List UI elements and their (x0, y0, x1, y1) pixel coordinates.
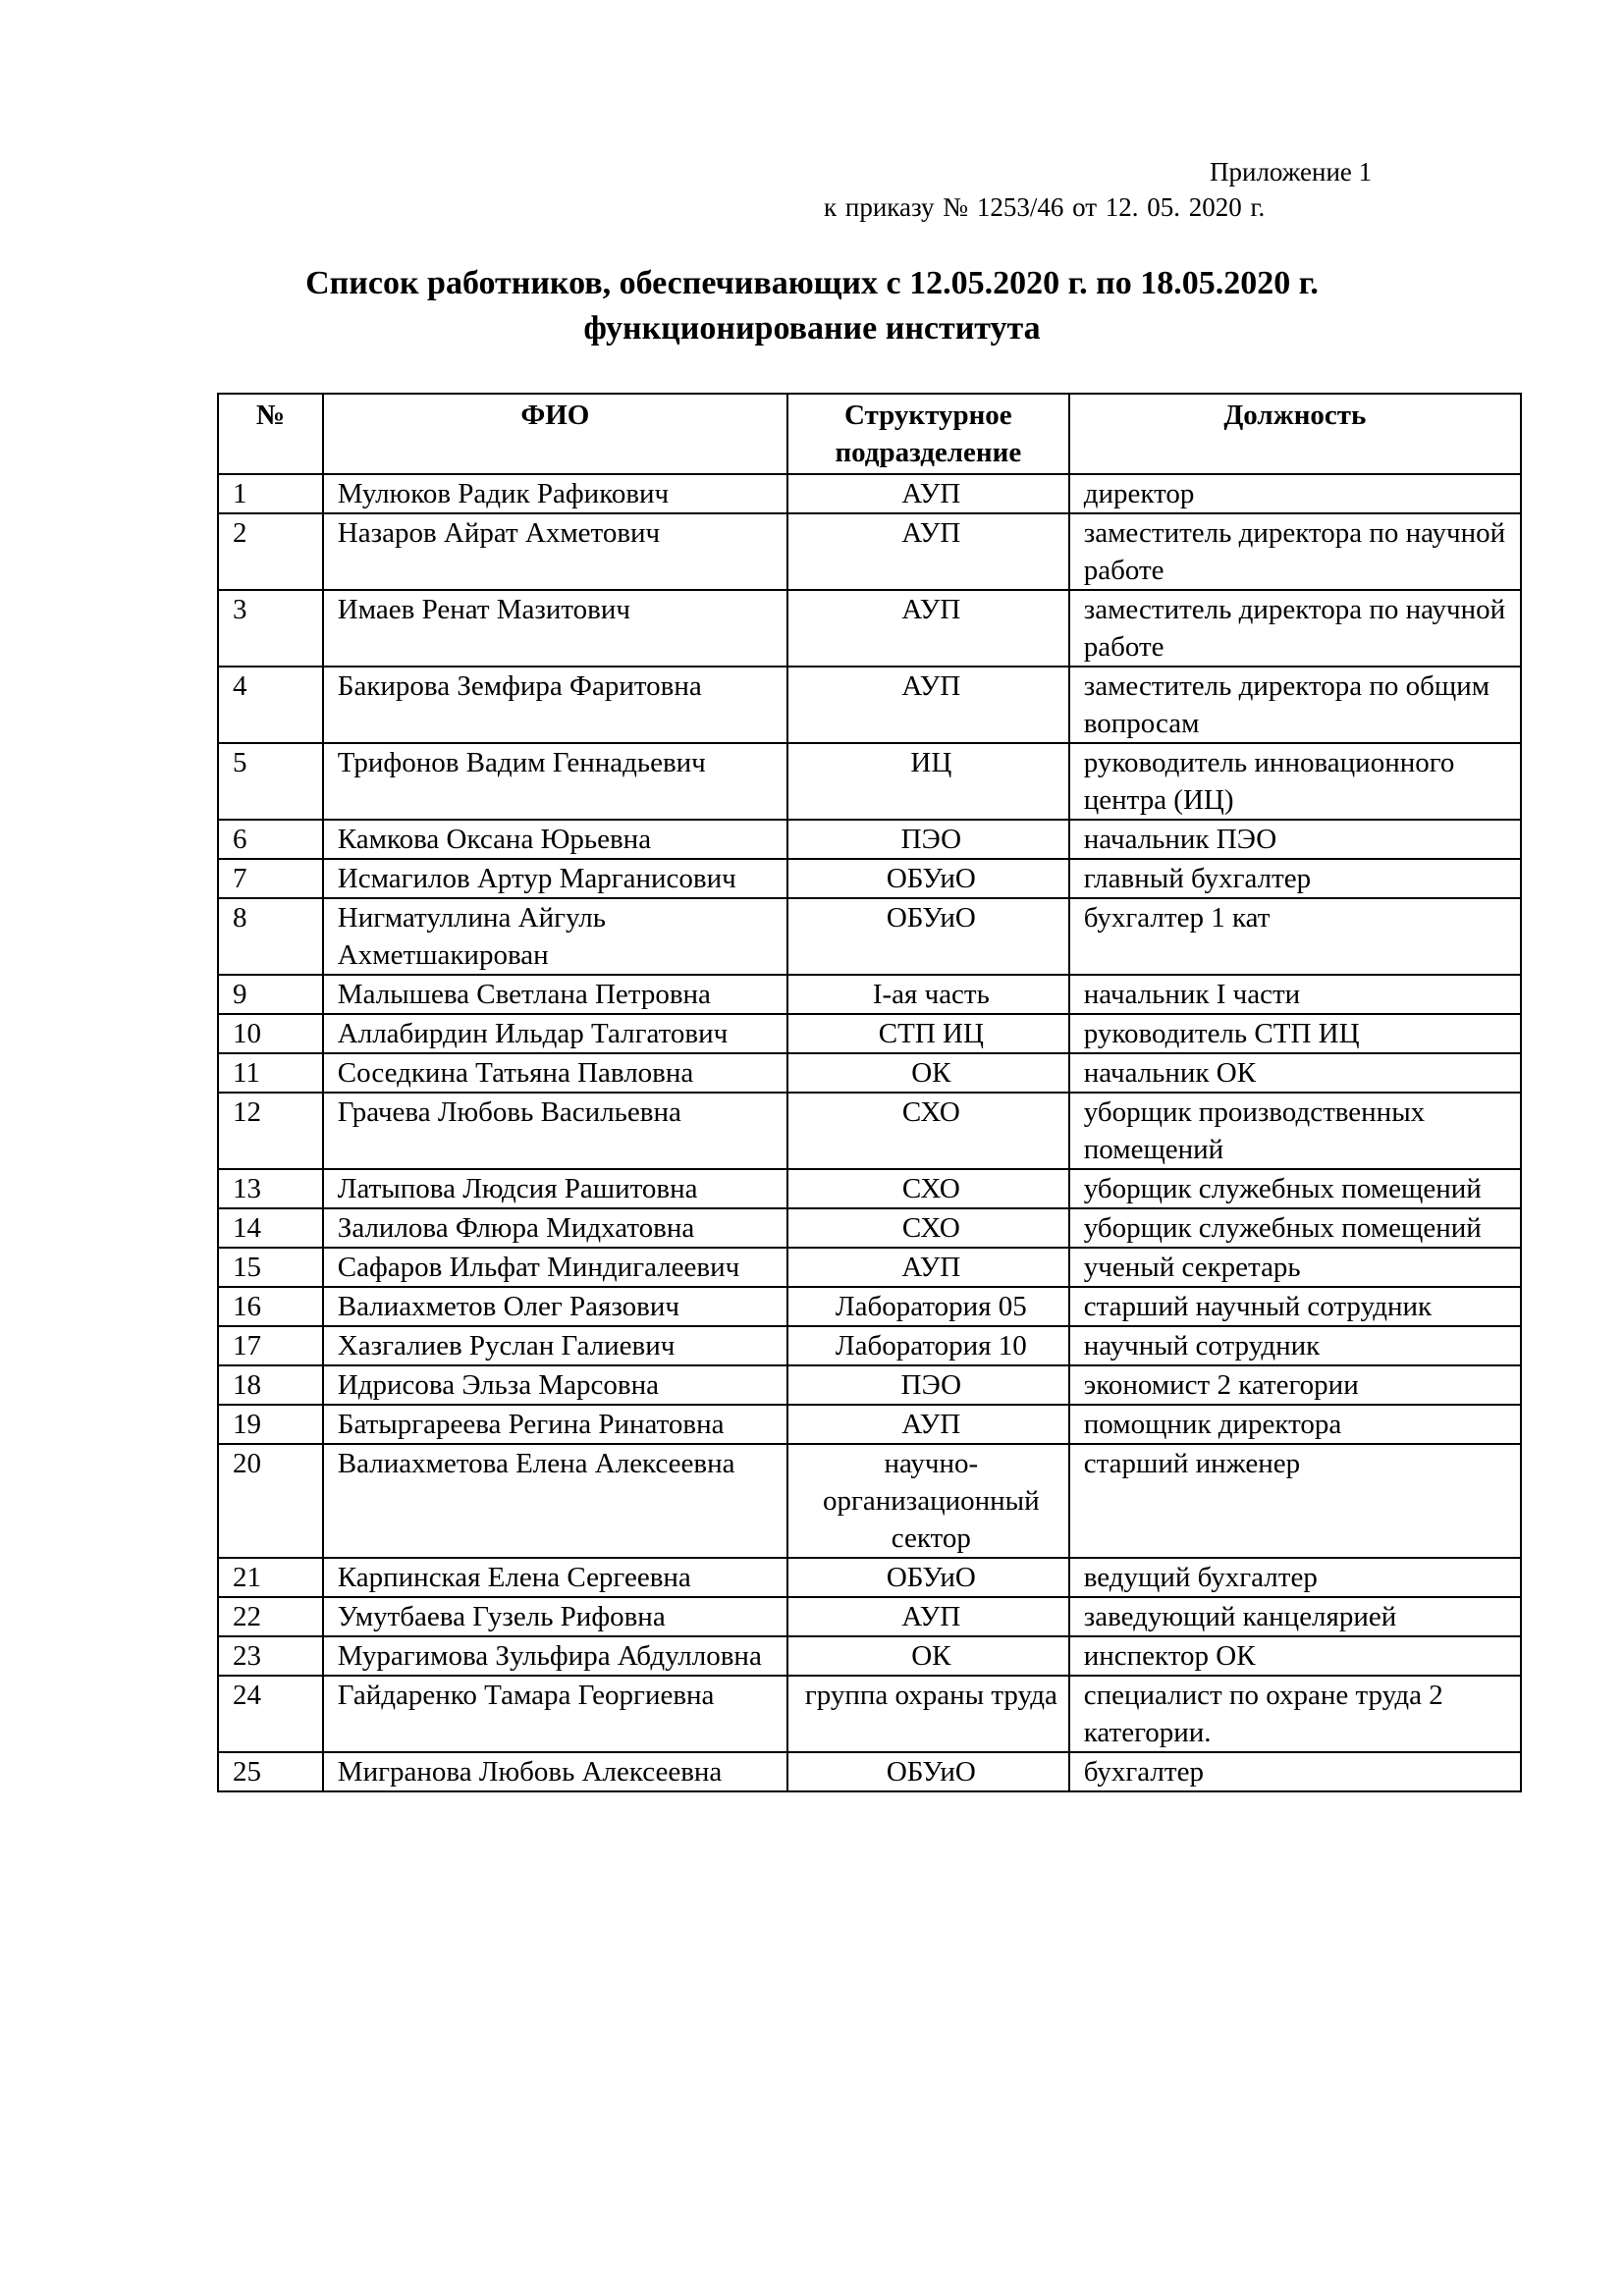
column-header-department: Структурное подразделение (787, 394, 1069, 474)
department: СХО (787, 1093, 1069, 1169)
department: СХО (787, 1169, 1069, 1208)
department: ОК (787, 1053, 1069, 1093)
column-header-name: ФИО (323, 394, 787, 474)
department: АУП (787, 474, 1069, 513)
row-number: 7 (218, 859, 323, 898)
job-position: старший научный сотрудник (1069, 1287, 1521, 1326)
row-number: 20 (218, 1444, 323, 1558)
employee-name: Назаров Айрат Ахметович (323, 513, 787, 590)
table-row (218, 1093, 1521, 1169)
table-row (218, 1597, 1521, 1636)
column-header-position: Должность (1069, 394, 1521, 474)
row-number: 16 (218, 1287, 323, 1326)
employee-name: Латыпова Людсия Рашитовна (323, 1169, 787, 1208)
job-position: главный бухгалтер (1069, 859, 1521, 898)
table-row (218, 474, 1521, 513)
table-row (218, 1208, 1521, 1248)
job-position: старший инженер (1069, 1444, 1521, 1558)
employee-name: Карпинская Елена Сергеевна (323, 1558, 787, 1597)
job-position: заместитель директора по научной работе (1069, 513, 1521, 590)
job-position: научный сотрудник (1069, 1326, 1521, 1365)
employee-name: Залилова Флюра Мидхатовна (323, 1208, 787, 1248)
department: Лаборатория 10 (787, 1326, 1069, 1365)
row-number: 5 (218, 743, 323, 820)
row-number: 3 (218, 590, 323, 667)
department: ОБУиО (787, 898, 1069, 975)
row-number: 10 (218, 1014, 323, 1053)
employee-name: Мулюков Радик Рафикович (323, 474, 787, 513)
department: АУП (787, 667, 1069, 743)
row-number: 12 (218, 1093, 323, 1169)
department: группа охраны труда (787, 1676, 1069, 1752)
table-row (218, 1169, 1521, 1208)
job-position: начальник ОК (1069, 1053, 1521, 1093)
department: ОБУиО (787, 859, 1069, 898)
table-row (218, 743, 1521, 820)
row-number: 17 (218, 1326, 323, 1365)
employee-name: Имаев Ренат Мазитович (323, 590, 787, 667)
table-row (218, 1014, 1521, 1053)
employee-name: Мигранова Любовь Алексеевна (323, 1752, 787, 1791)
table-row (218, 1326, 1521, 1365)
table-header-row (218, 394, 1521, 474)
department: Лаборатория 05 (787, 1287, 1069, 1326)
job-position: ученый секретарь (1069, 1248, 1521, 1287)
department: СХО (787, 1208, 1069, 1248)
employee-name: Камкова Оксана Юрьевна (323, 820, 787, 859)
table-row (218, 1248, 1521, 1287)
job-position: начальник ПЭО (1069, 820, 1521, 859)
department: ОБУиО (787, 1752, 1069, 1791)
employee-name: Батыргареева Регина Ринатовна (323, 1405, 787, 1444)
row-number: 9 (218, 975, 323, 1014)
row-number: 25 (218, 1752, 323, 1791)
job-position: бухгалтер 1 кат (1069, 898, 1521, 975)
document-title: Список работников, обеспечивающих с 12.05.2020 г. по 18.05.2020 г. (305, 265, 1319, 301)
table-row (218, 859, 1521, 898)
job-position: заместитель директора по общим вопросам (1069, 667, 1521, 743)
job-position: заместитель директора по научной работе (1069, 590, 1521, 667)
job-position: начальник I части (1069, 975, 1521, 1014)
row-number: 15 (218, 1248, 323, 1287)
department: научно-организационный сектор (787, 1444, 1069, 1558)
department: АУП (787, 1248, 1069, 1287)
employee-name: Умутбаева Гузель Рифовна (323, 1597, 787, 1636)
order-reference: к приказу № 1253/46 от 12. 05. 2020 г. (824, 192, 1266, 222)
employee-name: Валиахметов Олег Раязович (323, 1287, 787, 1326)
department: ИЦ (787, 743, 1069, 820)
department: ОБУиО (787, 1558, 1069, 1597)
job-position: инспектор ОК (1069, 1636, 1521, 1676)
job-position: уборщик производственных помещений (1069, 1093, 1521, 1169)
table-row (218, 667, 1521, 743)
table-row (218, 1558, 1521, 1597)
row-number: 21 (218, 1558, 323, 1597)
table-row (218, 1287, 1521, 1326)
department: АУП (787, 590, 1069, 667)
department: ПЭО (787, 1365, 1069, 1405)
row-number: 8 (218, 898, 323, 975)
job-position: бухгалтер (1069, 1752, 1521, 1791)
department: СТП ИЦ (787, 1014, 1069, 1053)
row-number: 6 (218, 820, 323, 859)
employee-name: Хазгалиев Руслан Галиевич (323, 1326, 787, 1365)
table-row (218, 1444, 1521, 1558)
job-position: уборщик служебных помещений (1069, 1169, 1521, 1208)
job-position: заведующий канцелярией (1069, 1597, 1521, 1636)
appendix-label: Приложение 1 (1210, 157, 1373, 187)
employee-name: Гайдаренко Тамара Георгиевна (323, 1676, 787, 1752)
row-number: 1 (218, 474, 323, 513)
table-row (218, 1053, 1521, 1093)
employee-name: Мурагимова Зульфира Абдулловна (323, 1636, 787, 1676)
row-number: 24 (218, 1676, 323, 1752)
table-row (218, 1365, 1521, 1405)
employee-name: Идрисова Эльза Марсовна (323, 1365, 787, 1405)
row-number: 19 (218, 1405, 323, 1444)
job-position: помощник директора (1069, 1405, 1521, 1444)
employee-name: Малышева Светлана Петровна (323, 975, 787, 1014)
department: ПЭО (787, 820, 1069, 859)
employee-name: Валиахметова Елена Алексеевна (323, 1444, 787, 1558)
department: ОК (787, 1636, 1069, 1676)
job-position: уборщик служебных помещений (1069, 1208, 1521, 1248)
row-number: 23 (218, 1636, 323, 1676)
employee-name: Нигматуллина Айгуль Ахметшакирован (323, 898, 787, 975)
row-number: 18 (218, 1365, 323, 1405)
row-number: 14 (218, 1208, 323, 1248)
employee-name: Грачева Любовь Васильевна (323, 1093, 787, 1169)
row-number: 11 (218, 1053, 323, 1093)
department: I-ая часть (787, 975, 1069, 1014)
job-position: директор (1069, 474, 1521, 513)
table-row (218, 1676, 1521, 1752)
table-row (218, 513, 1521, 590)
table-row (218, 1752, 1521, 1791)
job-position: руководитель СТП ИЦ (1069, 1014, 1521, 1053)
job-position: руководитель инновационного центра (ИЦ) (1069, 743, 1521, 820)
table-row (218, 820, 1521, 859)
department: АУП (787, 1405, 1069, 1444)
table-row (218, 975, 1521, 1014)
staff-table-body (218, 474, 1521, 1791)
document-title-continued: функционирование института (583, 310, 1041, 347)
employee-name: Соседкина Татьяна Павловна (323, 1053, 787, 1093)
table-row (218, 1405, 1521, 1444)
column-header-number: № (218, 394, 323, 474)
job-position: ведущий бухгалтер (1069, 1558, 1521, 1597)
employee-name: Бакирова Земфира Фаритовна (323, 667, 787, 743)
table-row (218, 1636, 1521, 1676)
employee-name: Сафаров Ильфат Миндигалеевич (323, 1248, 787, 1287)
employee-name: Трифонов Вадим Геннадьевич (323, 743, 787, 820)
row-number: 4 (218, 667, 323, 743)
department: АУП (787, 513, 1069, 590)
table-row (218, 590, 1521, 667)
row-number: 13 (218, 1169, 323, 1208)
row-number: 2 (218, 513, 323, 590)
department: АУП (787, 1597, 1069, 1636)
staff-table (217, 393, 1522, 1792)
row-number: 22 (218, 1597, 323, 1636)
employee-name: Исмагилов Артур Марганисович (323, 859, 787, 898)
job-position: специалист по охране труда 2 категории. (1069, 1676, 1521, 1752)
table-row (218, 898, 1521, 975)
employee-name: Аллабирдин Ильдар Талгатович (323, 1014, 787, 1053)
job-position: экономист 2 категории (1069, 1365, 1521, 1405)
